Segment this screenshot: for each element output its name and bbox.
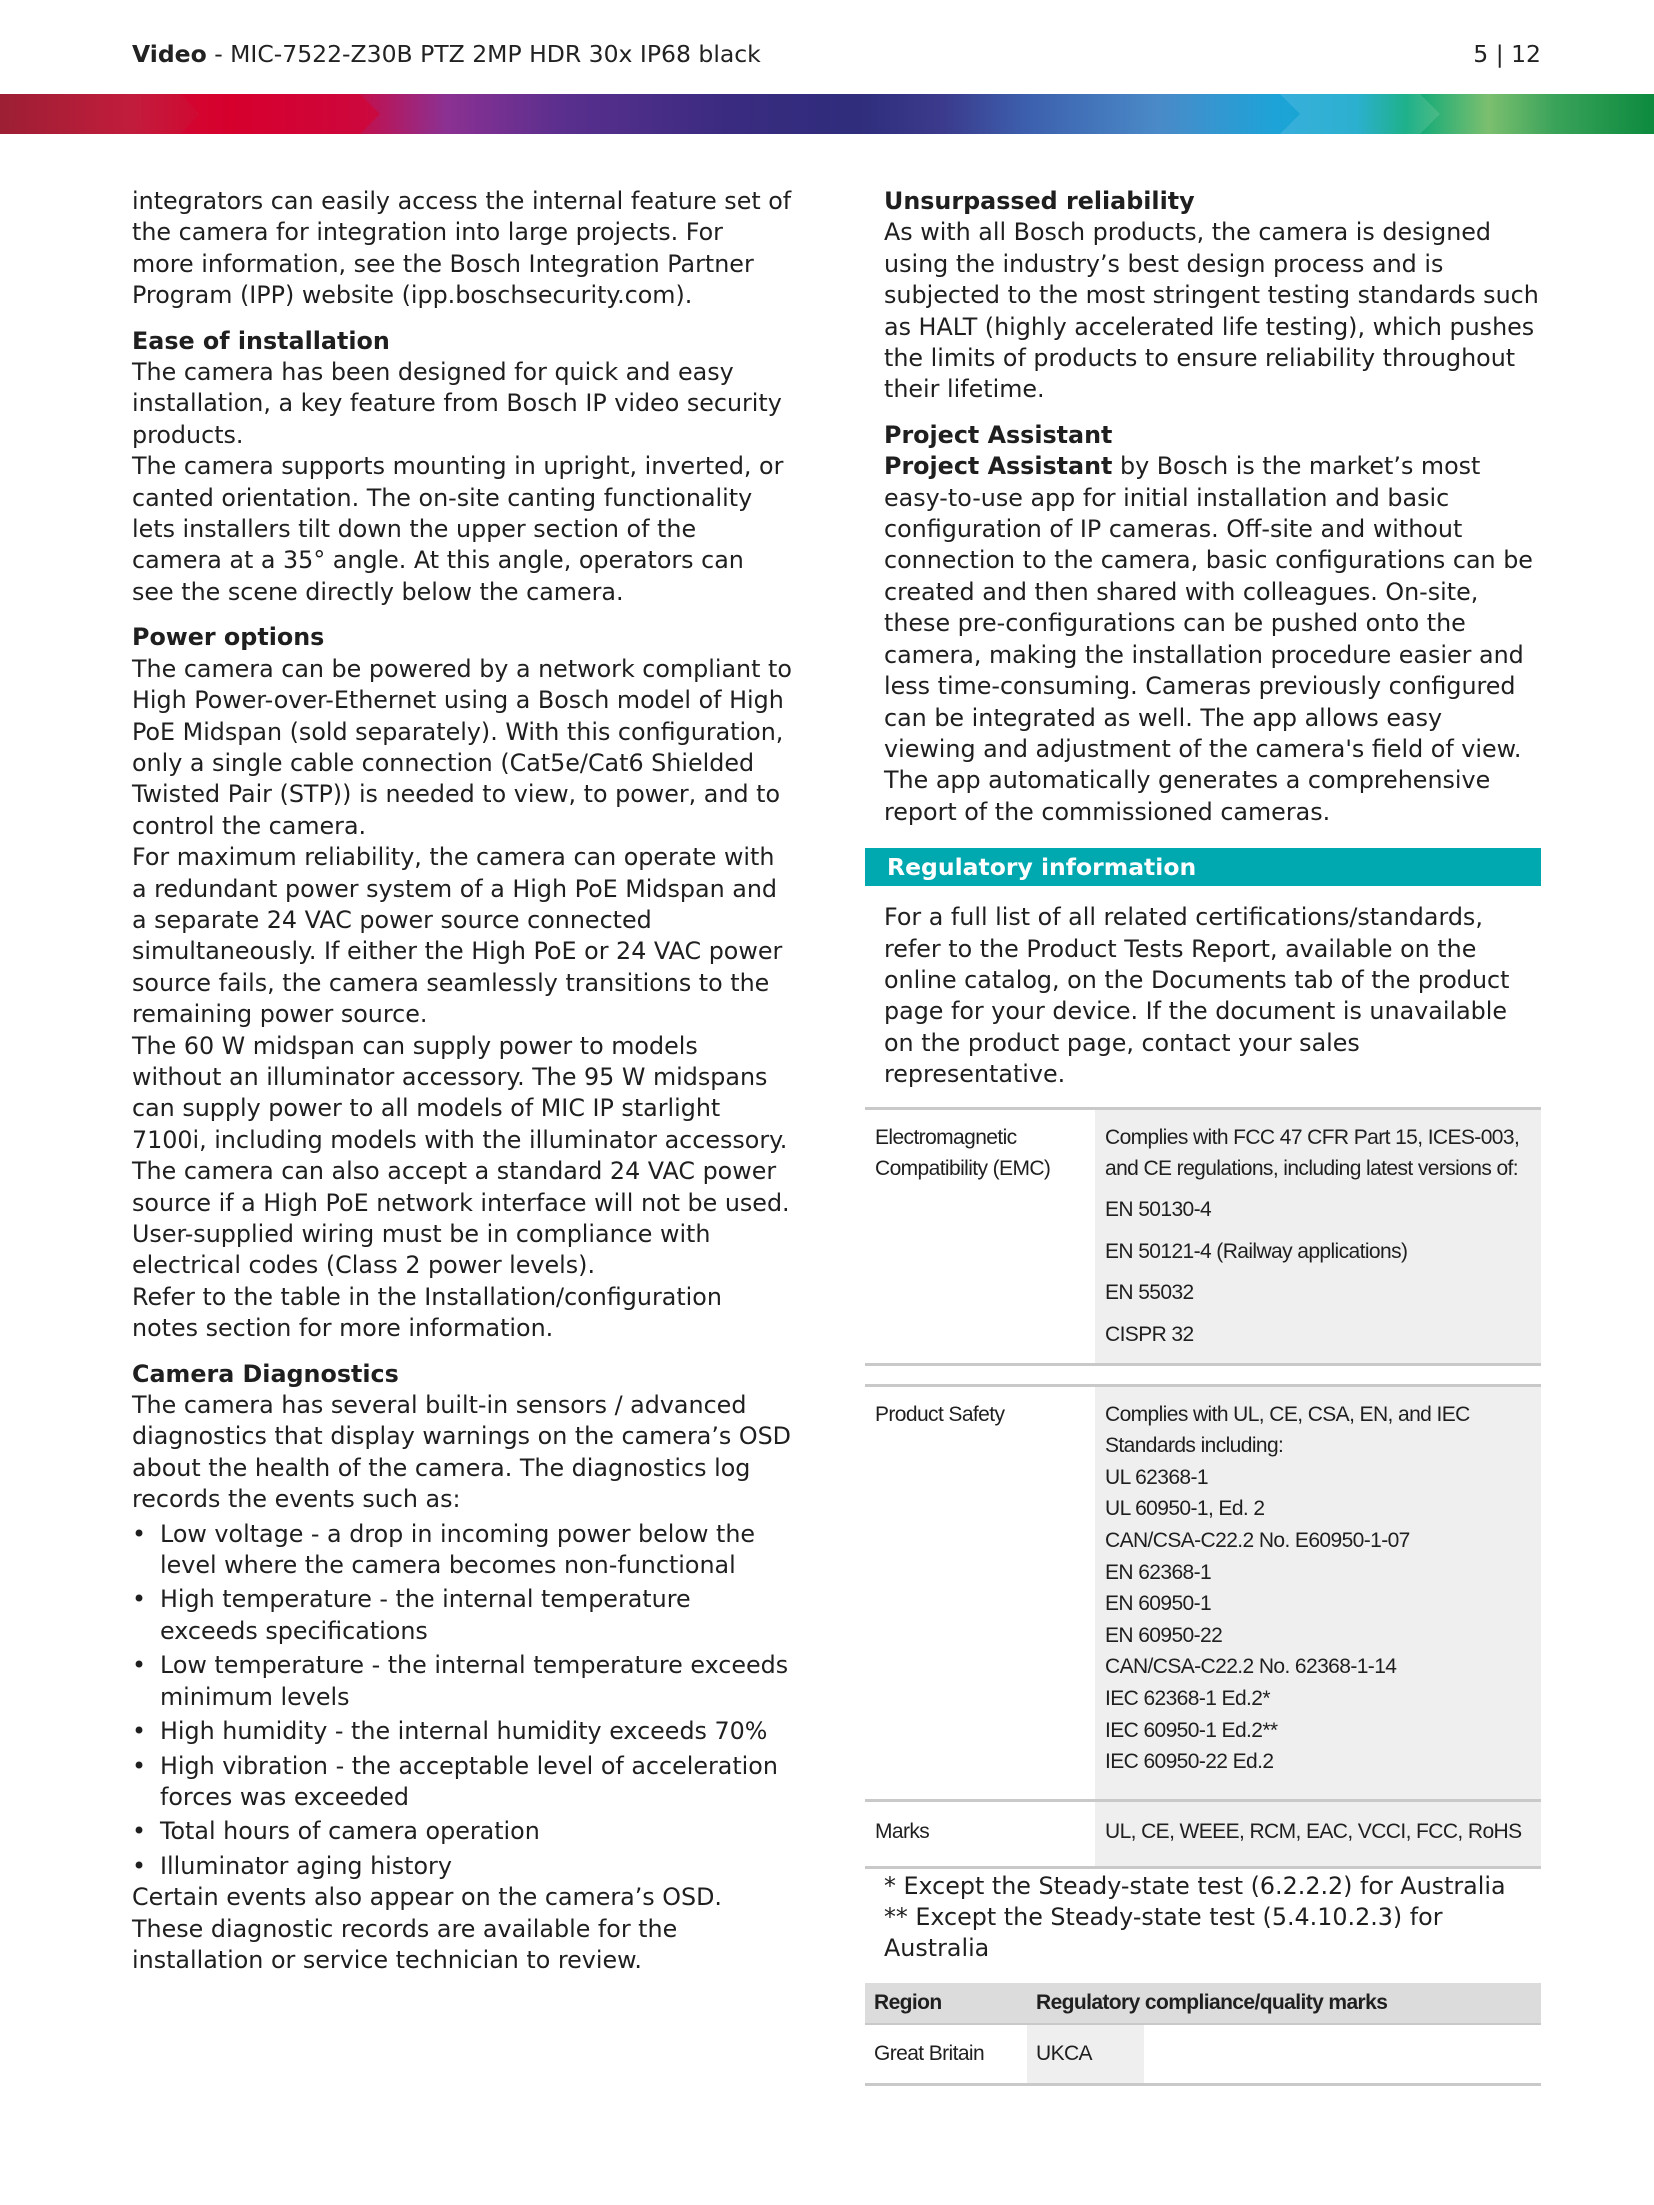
marks-value: UL, CE, WEEE, RCM, EAC, VCCI, FCC, RoHS <box>1105 1819 1522 1843</box>
safety-value-cell <box>1095 1385 1541 1800</box>
project-assistant-paragraph <box>884 451 1541 828</box>
column-header-region: Region <box>865 1983 1027 2024</box>
project-assistant-name: Project Assistant <box>884 452 1113 481</box>
footnote: ** Except the Steady-state test (5.4.10.2.3) for Australia <box>884 1902 1443 1963</box>
right-column <box>865 186 1541 2086</box>
regulatory-intro <box>865 902 1541 1090</box>
safety-standard: EN 60950-1 <box>1105 1592 1212 1616</box>
safety-standard: IEC 60950-1 Ed.2** <box>1105 1718 1278 1742</box>
safety-standard: CAN/CSA-C22.2 No. E60950-1-07 <box>1105 1528 1410 1552</box>
region-cell: Great Britain <box>874 2041 985 2065</box>
list-item: • Total hours of camera operation <box>132 1816 792 1847</box>
document-title-product: - MIC-7522-Z30B PTZ 2MP HDR 30x IP68 black <box>206 40 761 68</box>
reliability-heading: Unsurpassed reliability <box>884 187 1195 215</box>
emc-standard: CISPR 32 <box>1105 1322 1194 1346</box>
table-row <box>865 2024 1541 2085</box>
diagnostics-paragraph-1: The camera has several built-in sensors / advanced diagnostics that display warnings on the camera’s OSD about the health of the camera. The diagnostics log records the events such as: <box>132 1391 792 1514</box>
camera-diagnostics-heading: Camera Diagnostics <box>132 1359 399 1388</box>
emc-standard: EN 50121-4 (Railway applications) <box>1105 1239 1408 1263</box>
emc-standard: EN 55032 <box>1105 1281 1194 1305</box>
table-row <box>865 1385 1541 1800</box>
left-column <box>132 186 792 1976</box>
ipp-paragraph: integrators can easily access the internal feature set of the camera for integration into large projects. For more information, see the Bosch Integration Partner Program (IPP) website (ipp.boschsecurity.com). <box>132 187 792 310</box>
emc-table <box>865 1107 1541 1366</box>
safety-label: Product Safety <box>875 1402 1005 1426</box>
emc-value-cell <box>1095 1108 1541 1364</box>
safety-standard: UL 62368-1 <box>1105 1465 1208 1489</box>
safety-standard: UL 60950-1, Ed. 2 <box>1105 1497 1265 1521</box>
footnotes <box>865 1871 1541 1965</box>
safety-standard: IEC 62368-1 Ed.2* <box>1105 1686 1270 1710</box>
document-title-category: Video <box>132 40 207 68</box>
table-header-row <box>865 1983 1541 2024</box>
mark-cell: UKCA <box>1027 2024 1144 2085</box>
list-item: • High humidity - the internal humidity exceeds 70% <box>132 1716 792 1747</box>
safety-table <box>865 1384 1541 1869</box>
reliability-section <box>865 186 1541 828</box>
table-row <box>865 1800 1541 1867</box>
emc-standard: EN 50130-4 <box>1105 1198 1212 1222</box>
marks-value-cell <box>1095 1800 1541 1867</box>
empty-cell <box>1144 2024 1541 2085</box>
project-assistant-heading: Project Assistant <box>884 420 1113 449</box>
table-row <box>865 1108 1541 1364</box>
safety-label-cell <box>865 1385 1095 1800</box>
power-paragraph-1: The camera can be powered by a network compliant to High Power-over-Ethernet using a Bosch model of High PoE Midspan (sold separately). With this configuration, only a single cable connection (Cat5e/Cat6 Shielded Twisted Pair (STP)) is needed to view, to power, and to control the camera. <box>132 654 792 840</box>
page-header <box>132 34 1541 74</box>
power-paragraph-4: The camera can also accept a standard 24 VAC power source if a High PoE network interface will not be used. User-supplied wiring must be in compliance with electrical codes (Class 2 power levels). <box>132 1157 790 1280</box>
document-title <box>132 40 761 68</box>
brand-color-band <box>0 94 1654 134</box>
region-compliance-table <box>865 1983 1541 2086</box>
column-header-marks: Regulatory compliance/quality marks <box>1027 1983 1541 2024</box>
ease-paragraph-1: The camera has been designed for quick and easy installation, a key feature from Bosch IP video security products. <box>132 358 782 449</box>
diagnostics-event-list <box>132 1519 792 1882</box>
footnote: * Except the Steady-state test (6.2.2.2) for Australia <box>884 1871 1506 1900</box>
emc-intro: Complies with FCC 47 CFR Part 15, ICES-003, and CE regulations, including latest versions of: <box>1105 1125 1520 1180</box>
regulatory-information-bar: Regulatory information <box>865 848 1541 886</box>
marks-label-cell <box>865 1800 1095 1867</box>
project-assistant-text: by Bosch is the market’s most easy-to-use app for initial installation and basic configuration of IP cameras. Off-site and without connection to the camera, basic configurations can be created and then shared with colleagues. On-site, these pre-configurations can be pushed onto the camera, making the installation procedure easier and less time-consuming. Cameras previously configured can be integrated as well. The app allows easy viewing and adjustment of the camera's field of view. The app automatically generates a comprehensive report of the commissioned cameras. <box>884 452 1533 826</box>
diagnostics-paragraph-2: Certain events also appear on the camera’s OSD. These diagnostic records are available for the installation or service technician to review. <box>132 1883 722 1974</box>
page-number: 5 | 12 <box>1473 40 1541 68</box>
emc-label: Electromagnetic Compatibility (EMC) <box>875 1125 1051 1180</box>
ease-paragraph-2: The camera supports mounting in upright, inverted, or canted orientation. The on-site canting functionality lets installers tilt down the upper section of the camera at a 35° angle. At this angle, operators can see the scene directly below the camera. <box>132 452 784 606</box>
ease-of-installation-heading: Ease of installation <box>132 326 390 355</box>
list-item: • Illuminator aging history <box>132 1851 792 1882</box>
reliability-paragraph: As with all Bosch products, the camera is designed using the industry’s best design process and is subjected to the most stringent testing standards such as HALT (highly accelerated life testing), which pushes the limits of products to ensure reliability throughout their lifetime. <box>884 218 1539 404</box>
power-paragraph-2: For maximum reliability, the camera can operate with a redundant power system of a High PoE Midspan and a separate 24 VAC power source connected simultaneously. If either the High PoE or 24 VAC power source fails, the camera seamlessly transitions to the remaining power source. <box>132 843 783 1029</box>
power-options-heading: Power options <box>132 623 325 652</box>
safety-intro: Complies with UL, CE, CSA, EN, and IEC Standards including: <box>1105 1402 1470 1458</box>
power-paragraph-5: Refer to the table in the Installation/configuration notes section for more information. <box>132 1282 722 1343</box>
marks-label: Marks <box>875 1819 930 1843</box>
list-item: • High vibration - the acceptable level of acceleration forces was exceeded <box>132 1751 792 1814</box>
list-item: • Low voltage - a drop in incoming power below the level where the camera becomes non-functional <box>132 1519 792 1582</box>
safety-standard: EN 60950-22 <box>1105 1623 1223 1647</box>
list-item: • Low temperature - the internal temperature exceeds minimum levels <box>132 1650 792 1713</box>
emc-label-cell <box>865 1108 1095 1364</box>
power-paragraph-3: The 60 W midspan can supply power to models without an illuminator accessory. The 95 W midspans can supply power to all models of MIC IP starlight 7100i, including models with the illuminator accessory. <box>132 1031 788 1154</box>
safety-standard: IEC 60950-22 Ed.2 <box>1105 1750 1274 1774</box>
safety-standard: CAN/CSA-C22.2 No. 62368-1-14 <box>1105 1655 1397 1679</box>
list-item: • High temperature - the internal temperature exceeds specifications <box>132 1584 792 1647</box>
safety-standard: EN 62368-1 <box>1105 1560 1212 1584</box>
regulatory-paragraph: For a full list of all related certifications/standards, refer to the Product Tests Report, available on the online catalog, on the Documents tab of the product page for your device. If the document is unavailable on the product page, contact your sales representative. <box>884 903 1510 1089</box>
